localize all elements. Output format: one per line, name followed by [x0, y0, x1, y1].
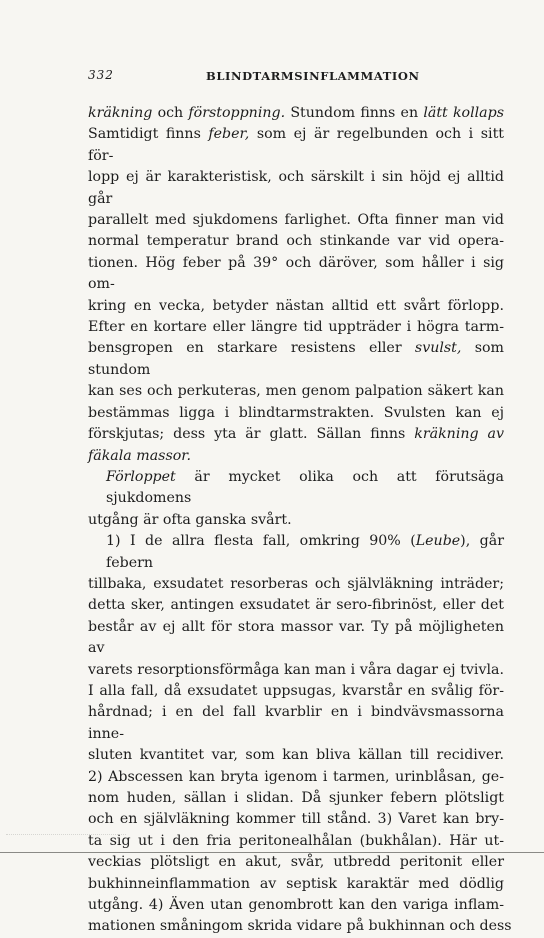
- text-segment: lopp ej är karakteristisk, och särskilt i sin höjd ej alltid går: [88, 169, 504, 207]
- emphasized-text: lätt kollaps: [423, 105, 504, 121]
- text-line: [88, 681, 504, 702]
- text-segment: veckias plötsligt en akut, svår, utbredd peritonit eller: [88, 854, 504, 871]
- text-line: [88, 124, 504, 167]
- page-header: [88, 68, 504, 86]
- text-segment: bestämmas ligga i blindtarmstrakten. Svulsten kan ej: [88, 404, 504, 421]
- text-segment: Samtidigt finns: [88, 126, 209, 143]
- text-segment: som stundom: [88, 340, 504, 378]
- text-segment: hårdnad; i en del fall kvarblir en i bindvävsmassorna inne-: [88, 704, 504, 742]
- text-segment: Efter en kortare eller längre tid uppträder i högra tarm-: [88, 319, 504, 336]
- text-segment: I alla fall, då exsudatet uppsugas, kvarstår en svålig för-: [88, 682, 504, 699]
- running-title: BLINDTARMSINFLAMMATION: [206, 69, 420, 83]
- text-segment: består av ej allt för stora massor var. Ty på möjligheten av: [88, 618, 504, 657]
- text-line: [88, 767, 504, 788]
- body-text: [88, 103, 512, 938]
- emphasized-text: förstoppning.: [188, 105, 286, 121]
- emphasized-text: svulst,: [414, 340, 462, 357]
- text-segment: normal temperatur brand och stinkande var vid opera-: [88, 233, 504, 250]
- text-line: [88, 831, 504, 852]
- text-line: [88, 916, 512, 937]
- text-line: [88, 895, 504, 916]
- bottom-rule: [0, 852, 544, 853]
- text-segment: utgång är ofta ganska svårt.: [88, 511, 292, 528]
- emphasized-text: Leube: [415, 533, 461, 550]
- text-segment: bensgropen en starkare resistens eller: [88, 340, 415, 357]
- text-line: [88, 852, 504, 873]
- text-segment: utgång. 4) Även utan genombrott kan den variga inflam-: [88, 897, 504, 914]
- text-segment: och en självläkning kommer till stånd. 3) Varet kan bry-: [88, 811, 504, 828]
- text-line: [88, 510, 504, 531]
- text-segment: ta sig ut i den fria peritonealhålan (bukhålan). Här ut-: [88, 832, 504, 849]
- text-segment: parallelt med sjukdomens farlighet. Ofta finner man vid: [88, 212, 504, 229]
- text-line: [88, 595, 504, 616]
- emphasized-text: Förloppet: [106, 468, 176, 485]
- emphasized-text: kräkning av: [414, 426, 505, 443]
- text-segment: förskjutas; dess yta är glatt. Sällan finns: [88, 426, 415, 443]
- text-line: [88, 788, 504, 809]
- text-line: [88, 210, 504, 231]
- text-line: [88, 531, 504, 574]
- text-line: [88, 403, 504, 424]
- text-line: [88, 338, 504, 381]
- text-segment: tionen. Hög feber på 39° och däröver, som håller i sig om-: [88, 254, 504, 293]
- text-segment: detta sker, antingen exsudatet är sero-fibrinöst, eller det: [88, 597, 504, 614]
- text-segment: tillbaka, exsudatet resorberas och självläkning inträder;: [88, 575, 504, 592]
- emphasized-text: kräkning: [88, 105, 153, 121]
- text-segment: varets resorptionsförmåga kan man i våra dagar ej tvivla.: [88, 661, 504, 678]
- text-segment: Stundom finns en: [285, 105, 424, 121]
- text-segment: är mycket olika och att förutsäga sjukdomens: [106, 468, 504, 507]
- text-segment: kring en vecka, betyder nästan alltid ett svårt förlopp.: [88, 297, 504, 314]
- text-segment: bukhinneinflammation av septisk karaktär med dödlig: [88, 875, 504, 892]
- text-line: [88, 424, 504, 445]
- emphasized-text: feber,: [208, 126, 250, 143]
- text-segment: kan ses och perkuteras, men genom palpation säkert kan: [88, 383, 504, 400]
- page-number: 332: [88, 68, 114, 82]
- text-segment: och: [152, 105, 189, 121]
- text-segment: 2) Abscessen kan bryta igenom i tarmen, urinblåsan, ge-: [88, 768, 504, 785]
- text-line: [88, 574, 504, 595]
- text-segment: 1) I de allra flesta fall, omkring 90% (: [106, 533, 416, 550]
- emphasized-text: fäkala massor.: [88, 447, 192, 464]
- text-segment: som ej är regelbunden och i sitt för-: [88, 126, 504, 164]
- text-line: [88, 446, 504, 467]
- text-line: [88, 874, 504, 895]
- text-line: [88, 702, 504, 745]
- text-line: [88, 381, 504, 402]
- text-line: [88, 467, 504, 510]
- text-segment: sluten kvantitet var, som kan bliva källan till recidiver.: [88, 747, 504, 764]
- text-segment: nom huden, sällan i slidan. Då sjunker febern plötsligt: [88, 790, 504, 806]
- scan-artifact: [6, 826, 126, 835]
- text-line: [88, 317, 504, 338]
- text-line: [88, 296, 504, 317]
- text-line: [88, 745, 504, 766]
- text-line: [88, 167, 504, 210]
- text-segment: mationen småningom skrida vidare på bukhinnan och dess: [88, 918, 512, 935]
- text-line: [88, 103, 504, 124]
- text-line: [88, 253, 504, 296]
- text-segment: ), går febern: [106, 533, 504, 571]
- text-line: [88, 809, 504, 830]
- text-line: [88, 231, 504, 252]
- text-line: [88, 660, 504, 681]
- text-line: [88, 617, 504, 660]
